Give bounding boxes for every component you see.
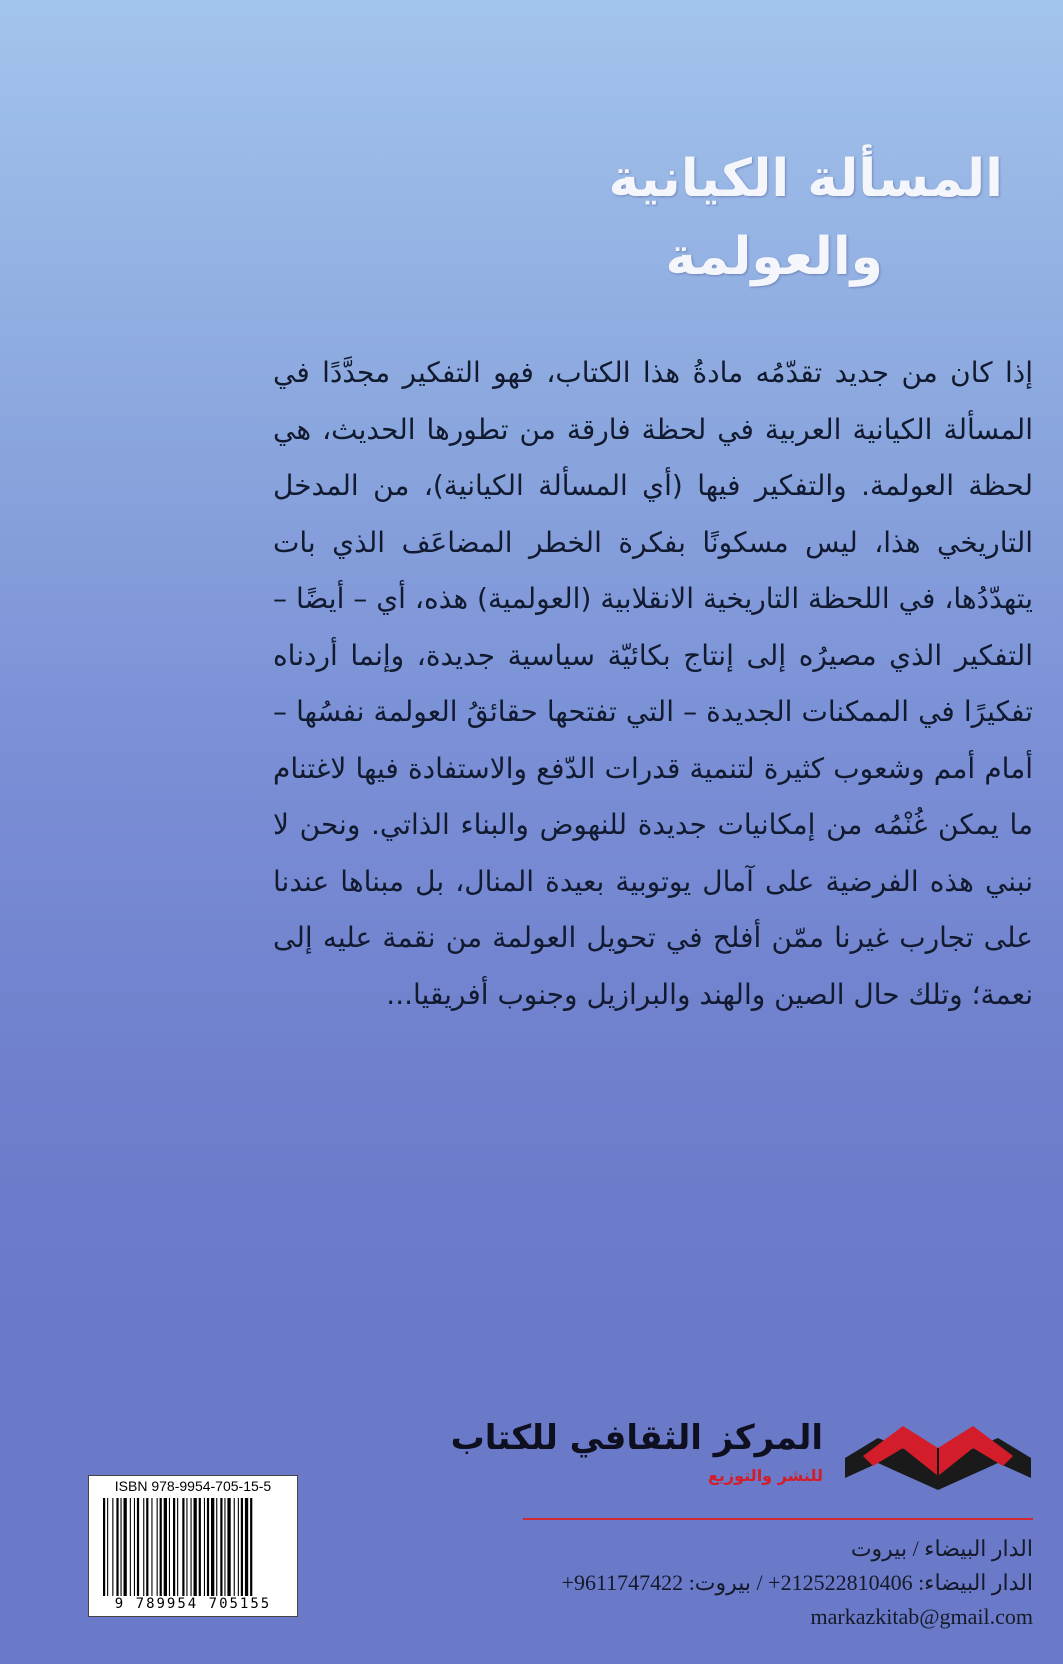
barcode-bar [207,1498,209,1596]
barcode-bar [191,1498,192,1596]
publisher-contact [523,1532,1033,1634]
barcode-bar [112,1498,113,1596]
barcode-bar [173,1498,175,1596]
publisher-subtitle: للنشر والتوزيع [707,1466,823,1485]
barcode-bar [116,1498,118,1596]
publisher-block [450,1418,1033,1498]
barcode-bar [204,1498,205,1596]
barcode-bar [216,1498,217,1596]
barcode-bar [177,1498,178,1596]
barcode-bars [101,1498,289,1596]
barcode-bar [130,1498,131,1596]
barcode-bar [121,1498,122,1596]
barcode-bar [182,1498,184,1596]
title-line-1: المسألة الكيانية [608,149,1003,209]
barcode-bar [124,1498,127,1596]
barcode-bar [238,1498,239,1596]
barcode-bar [137,1498,139,1596]
barcode-bar [169,1498,170,1596]
barcode-bar [151,1498,152,1596]
barcode-bar [224,1498,225,1596]
open-book-icon [843,1418,1033,1498]
barcode-bar [157,1498,158,1596]
divider [523,1518,1033,1520]
barcode-bar [199,1498,201,1596]
barcode-bar [227,1498,230,1596]
barcode-bar [241,1498,243,1596]
barcode-bar [146,1498,148,1596]
book-title [303,140,1003,296]
barcode-bar [107,1498,108,1596]
barcode-bar [234,1498,235,1596]
isbn-digits: 9 789954 705155 [114,1596,272,1612]
isbn-barcode [88,1475,298,1617]
blurb-paragraph: إذا كان من جديد تقدّمُه مادةُ هذا الكتاب، فهو التفكير مجدَّدًا في المسألة الكيانية العربية في لحظة فارقة من تطورها الحديث، هي لحظة العولمة. والتفكير فيها (أي المسألة الكيانية)، من المدخل التاريخي هذا، ليس مسكونًا بفكرة الخطر المضاعَف الذي بات يتهدّدُها، في اللحظة التاريخية الانقلابية (العولمية) هذه، أي – أيضًا – التفكير الذي مصيرُه إلى إنتاج بكائيّة سياسية جديدة، وإنما أردناه تفكيرًا في الممكنات الجديدة – التي تفتحها حقائقُ العولمة نفسُها – أمام أمم وشعوب كثيرة لتنمية قدرات الدّفع والاستفادة فيها لاغتنام ما يمكن غُنْمُه من إمكانيات جديدة للنهوض والبناء الذاتي. ونحن لا نبني هذه الفرضية على آمال يوتوبية بعيدة المنال، بل مبناها عندنا على تجارب غيرنا ممّن أفلح في تحويل العولمة من نقمة عليه إلى نعمة؛ وتلك حال الصين والهند والبرازيل وجنوب أفريقيا... [273,356,1033,1011]
barcode-bar [220,1498,222,1596]
barcode-bar [211,1498,214,1596]
isbn-label: ISBN 978-9954-705-15-5 [114,1478,272,1494]
publisher-name: المركز الثقافي للكتاب [450,1418,823,1458]
publisher-email: markazkitab@gmail.com [810,1604,1033,1629]
barcode-bar [134,1498,135,1596]
publisher-address: الدار البيضاء / بيروت [850,1536,1033,1561]
barcode-bar [245,1498,248,1596]
barcode-bar [160,1498,162,1596]
barcode-bar [250,1498,252,1596]
title-line-2: والعولمة [665,227,883,287]
publisher-phones: الدار البيضاء: 212522810406+ / بيروت: 9611747422+ [561,1570,1033,1595]
barcode-bar [194,1498,197,1596]
barcode-bar [103,1498,105,1596]
barcode-bar [143,1498,144,1596]
barcode-bar [186,1498,187,1596]
barcode-bar [164,1498,167,1596]
